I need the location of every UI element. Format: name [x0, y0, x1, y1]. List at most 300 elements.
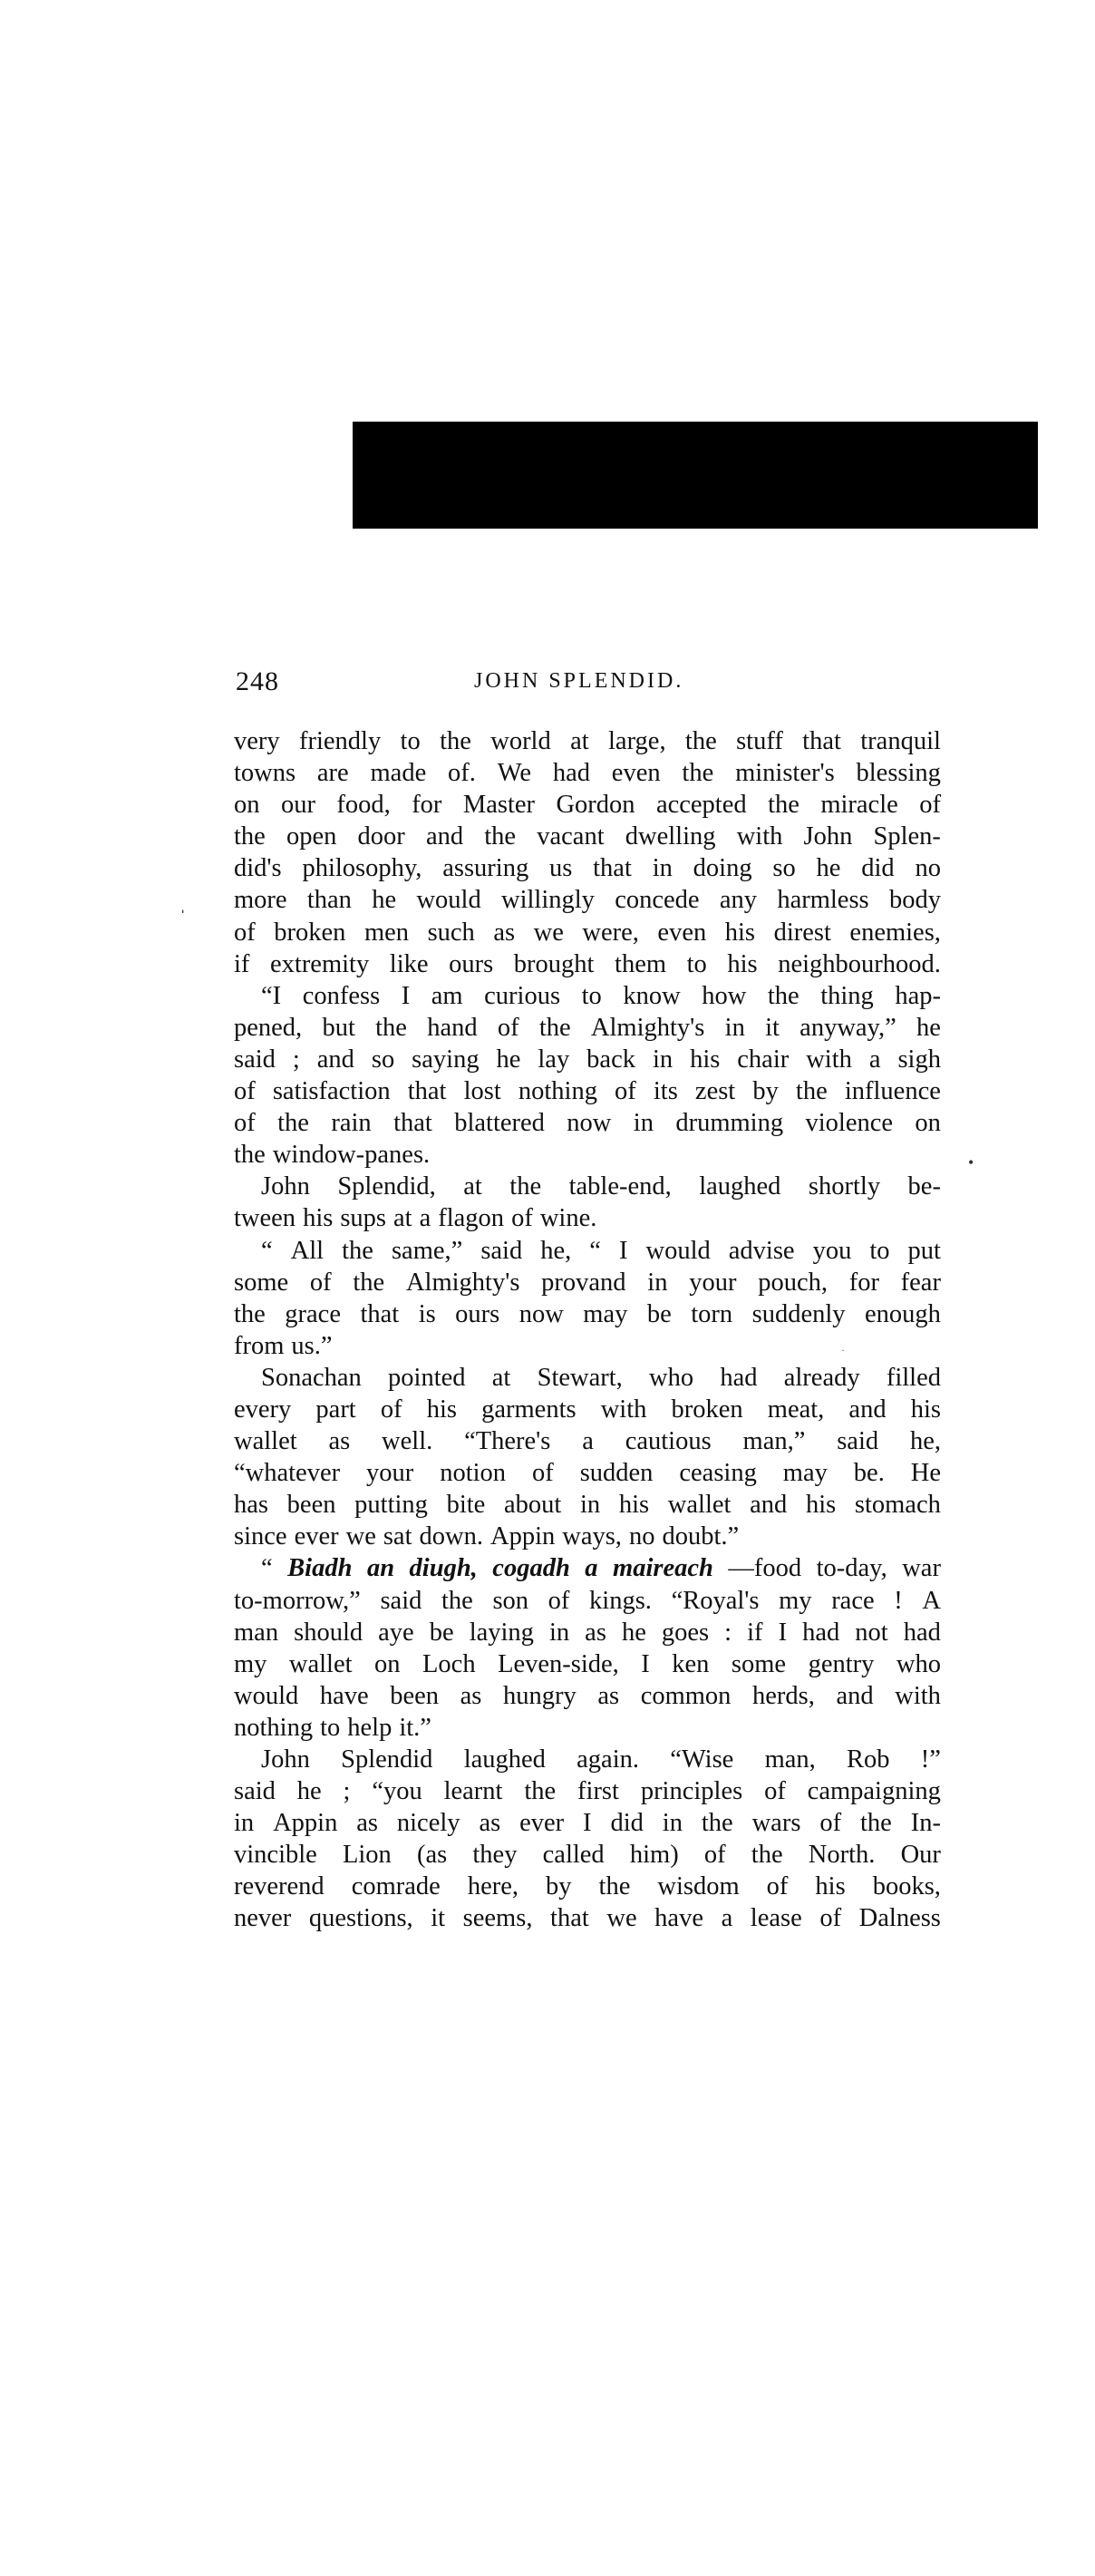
text-line — [234, 852, 941, 884]
word: the — [234, 1141, 266, 1170]
word: the — [859, 1809, 892, 1838]
word: how — [702, 981, 747, 1010]
word: the — [524, 1777, 557, 1806]
word: world — [490, 727, 551, 755]
word: common — [640, 1681, 732, 1710]
word: as — [356, 1809, 378, 1838]
word: the — [353, 1268, 385, 1297]
word: Appin — [273, 1809, 338, 1838]
word: and — [316, 1045, 354, 1074]
word: harmless — [777, 886, 869, 915]
word: and — [750, 1491, 788, 1520]
word: very — [234, 727, 280, 755]
word: even — [611, 759, 661, 788]
word: brought — [513, 949, 595, 978]
word: am — [431, 981, 463, 1010]
word: for — [412, 791, 442, 820]
word: that — [802, 727, 841, 755]
word: again. — [577, 1745, 639, 1774]
word: race — [831, 1586, 875, 1615]
word: fear — [900, 1268, 941, 1297]
word: doubt.” — [662, 1522, 740, 1551]
word: blessing — [856, 759, 941, 788]
word: have — [319, 1681, 369, 1710]
word: Gordon — [556, 791, 635, 820]
word: enough — [865, 1299, 941, 1328]
word: in — [652, 854, 673, 883]
word: as — [479, 1809, 501, 1838]
word: wisdom — [657, 1872, 740, 1901]
word: even — [657, 918, 707, 947]
word: laughed — [699, 1172, 781, 1201]
text-line — [234, 1807, 941, 1839]
word: as — [493, 918, 516, 947]
word: already — [783, 1363, 860, 1392]
word: of — [919, 791, 941, 820]
text-line — [234, 1202, 941, 1234]
word: chair — [737, 1045, 790, 1074]
word: lease — [750, 1904, 802, 1933]
word: Splendid — [341, 1745, 433, 1774]
word: a — [419, 1204, 431, 1233]
word: He — [910, 1459, 941, 1488]
word: we — [345, 1522, 376, 1551]
word: ceasing — [679, 1459, 757, 1488]
word: I — [641, 1649, 650, 1678]
word: no — [628, 1522, 655, 1551]
word: back — [586, 1045, 635, 1074]
text-line — [234, 1839, 941, 1871]
text-line — [234, 821, 941, 852]
word: of — [532, 1459, 554, 1488]
word: about — [504, 1491, 562, 1520]
word: some — [731, 1649, 787, 1678]
word: some — [234, 1268, 289, 1297]
word: flagon — [438, 1204, 505, 1233]
word: the — [701, 1809, 733, 1838]
word: at — [491, 1363, 511, 1392]
word: of — [703, 1841, 726, 1870]
word: to-day, — [816, 1554, 887, 1583]
word: that — [593, 854, 632, 883]
word: seems, — [462, 1904, 533, 1933]
word: the — [277, 1109, 309, 1138]
word: broken — [274, 918, 346, 947]
word: not — [855, 1618, 888, 1647]
word: friendly — [298, 727, 382, 755]
word: at — [463, 1172, 482, 1201]
word: such — [427, 918, 475, 947]
word: to — [400, 727, 421, 755]
word: a — [721, 1904, 733, 1933]
word: filled — [886, 1363, 941, 1392]
word: rain — [331, 1109, 372, 1138]
word: wallet — [667, 1491, 732, 1520]
word: enemies, — [849, 918, 941, 947]
word: the — [440, 727, 471, 755]
text-line — [234, 1489, 941, 1521]
word: North. — [808, 1841, 876, 1870]
word: Stewart, — [537, 1363, 623, 1392]
word: blattered — [454, 1109, 545, 1138]
text-line — [234, 1075, 941, 1107]
word: and — [425, 822, 464, 851]
word: at — [393, 1204, 412, 1233]
word: Dalness — [858, 1904, 941, 1933]
text-line — [234, 757, 941, 789]
word: of — [234, 1077, 256, 1106]
word: said — [837, 1427, 879, 1456]
word: been — [390, 1681, 440, 1710]
word: would — [234, 1681, 299, 1710]
stray-dot-mark: • — [968, 1153, 974, 1171]
word: cautious — [625, 1427, 712, 1456]
word: doing — [693, 854, 752, 883]
text-line — [234, 1680, 941, 1712]
word: the — [684, 727, 717, 755]
word: a — [582, 1427, 594, 1456]
word: the — [375, 1013, 407, 1042]
word: at — [570, 727, 589, 755]
word: the — [751, 1841, 783, 1870]
word: sigh — [897, 1045, 941, 1074]
word: with — [806, 1045, 852, 1074]
text-line — [234, 1712, 941, 1744]
word: did — [861, 854, 895, 883]
word: goes — [661, 1618, 710, 1647]
word: did's — [234, 854, 282, 883]
word: door — [357, 822, 405, 851]
word: zest — [694, 1077, 736, 1106]
word: anyway,” — [799, 1013, 896, 1042]
word: stomach — [854, 1491, 941, 1520]
word: his — [724, 918, 756, 947]
word: you — [812, 1236, 852, 1265]
word: of — [819, 1809, 842, 1838]
word: and — [836, 1681, 874, 1710]
word: put — [907, 1236, 941, 1265]
word: of — [764, 1777, 786, 1806]
word: as — [328, 1427, 351, 1456]
word: if — [234, 949, 250, 978]
word: now — [518, 1299, 564, 1328]
word: ken — [672, 1649, 710, 1678]
word: on — [915, 1109, 941, 1138]
word: ! — [894, 1586, 903, 1615]
word: man, — [764, 1745, 816, 1774]
word: A — [922, 1586, 941, 1615]
word: “ — [261, 1236, 273, 1265]
word: his — [690, 1045, 721, 1074]
word: his — [910, 1395, 941, 1424]
word: Splendid, — [337, 1172, 436, 1201]
word: the — [234, 1299, 266, 1328]
word: John — [803, 822, 853, 851]
word: his — [426, 1395, 457, 1424]
word: the — [441, 1586, 473, 1615]
word: to — [581, 981, 602, 1010]
text-line — [234, 1139, 941, 1171]
word: nothing — [518, 1077, 597, 1106]
word: be- — [907, 1172, 941, 1201]
word: campaigning — [807, 1777, 941, 1806]
word: tranquil — [860, 727, 941, 755]
word: that — [360, 1299, 400, 1328]
word: confess — [302, 981, 381, 1010]
word: to-morrow,” — [234, 1586, 361, 1615]
word: but — [322, 1013, 355, 1042]
text-line — [234, 1521, 941, 1552]
text-line — [234, 1744, 941, 1775]
word: of — [615, 1077, 636, 1106]
word: wine. — [539, 1204, 597, 1233]
word: “ — [589, 1236, 601, 1265]
text-line — [234, 1394, 941, 1425]
word: would — [645, 1236, 711, 1265]
word: Leven-side, — [498, 1649, 619, 1678]
word: is — [418, 1299, 436, 1328]
word: the — [509, 1172, 542, 1201]
word: of — [309, 1268, 332, 1297]
word: open — [286, 822, 337, 851]
redaction-block — [353, 422, 1038, 529]
word: who — [896, 1649, 941, 1678]
word: it — [765, 1013, 780, 1042]
word: as — [585, 1618, 606, 1647]
word: like — [389, 949, 429, 978]
word: be — [646, 1299, 672, 1328]
word: would — [416, 886, 481, 915]
word: John — [261, 1745, 310, 1774]
word: in — [548, 1618, 570, 1647]
word: “There's — [464, 1427, 551, 1456]
word: our — [280, 791, 315, 820]
word: I — [583, 1809, 592, 1838]
text-line — [234, 789, 941, 821]
word: were, — [582, 918, 639, 947]
word: in — [662, 1809, 683, 1838]
word: bite — [446, 1491, 486, 1520]
word: Master — [462, 791, 535, 820]
running-head — [234, 666, 941, 703]
text-line — [234, 1298, 941, 1330]
word: well. — [382, 1427, 433, 1456]
word: curious — [484, 981, 561, 1010]
word: should — [294, 1618, 363, 1647]
word: hap- — [895, 981, 941, 1010]
word: them — [615, 949, 667, 978]
word: table-end, — [568, 1172, 672, 1201]
word: ours — [449, 949, 494, 978]
word: who — [649, 1363, 694, 1392]
word: with — [895, 1681, 941, 1710]
word: We — [497, 759, 532, 788]
word: wars — [751, 1809, 801, 1838]
word: Rob — [847, 1745, 890, 1774]
word: in — [633, 1109, 654, 1138]
word: influence — [844, 1077, 941, 1106]
word: of — [548, 1586, 570, 1615]
word: he — [916, 1013, 941, 1042]
word: ; — [343, 1777, 351, 1806]
word: maireach — [613, 1554, 713, 1583]
word: down. — [419, 1522, 483, 1551]
word: neighbourhood. — [778, 949, 941, 978]
text-line — [234, 725, 941, 757]
word: sups — [340, 1204, 387, 1233]
word: with — [736, 822, 783, 851]
word: from — [234, 1331, 285, 1360]
word: pened, — [234, 1013, 303, 1042]
word: lay — [538, 1045, 570, 1074]
word: the — [795, 1077, 828, 1106]
word: as — [460, 1681, 482, 1710]
word: more — [234, 886, 287, 915]
word: the — [342, 1236, 373, 1265]
word: that — [393, 1109, 432, 1138]
word: to — [686, 949, 707, 978]
word: been — [286, 1491, 336, 1520]
word: saying — [412, 1045, 480, 1074]
word: thing — [820, 981, 874, 1010]
word: he, — [909, 1427, 941, 1456]
word: the — [598, 1872, 631, 1901]
word: same,” — [391, 1236, 463, 1265]
word: may — [583, 1299, 628, 1328]
word: window-panes. — [272, 1141, 431, 1170]
word: suddenly — [751, 1299, 846, 1328]
word: he — [621, 1618, 646, 1647]
word: he — [296, 1777, 322, 1806]
word: man,” — [742, 1427, 806, 1456]
word: Biadh — [287, 1554, 353, 1583]
word: sudden — [579, 1459, 654, 1488]
text-line — [234, 1235, 941, 1267]
word: had — [802, 1618, 840, 1647]
word: garments — [481, 1395, 577, 1424]
word: advise — [728, 1236, 795, 1265]
text-line — [234, 1617, 941, 1648]
body-text — [234, 725, 941, 1935]
word: stuff — [736, 727, 783, 755]
word: learnt — [443, 1777, 503, 1806]
word: !” — [920, 1745, 941, 1774]
word: of. — [448, 759, 476, 788]
word: broken — [671, 1395, 743, 1424]
word: here, — [467, 1872, 518, 1901]
word: shortly — [808, 1172, 881, 1201]
word: comrade — [351, 1872, 441, 1901]
text-line — [234, 1044, 941, 1075]
word: his — [618, 1491, 650, 1520]
word: drumming — [675, 1109, 784, 1138]
text-line — [234, 1775, 941, 1807]
word: ; — [292, 1045, 300, 1074]
word: “ — [261, 1554, 273, 1583]
word: him) — [629, 1841, 679, 1870]
word: hungry — [503, 1681, 577, 1710]
word: Splen- — [873, 822, 941, 851]
word: with — [600, 1395, 647, 1424]
word: in — [652, 1045, 673, 1074]
word: violence — [805, 1109, 894, 1138]
word: tween — [234, 1204, 296, 1233]
word: said — [480, 1236, 523, 1265]
word: had — [903, 1618, 941, 1647]
text-line — [234, 1871, 941, 1902]
word: laughed — [463, 1745, 546, 1774]
word: Loch — [422, 1649, 476, 1678]
word: so — [772, 854, 796, 883]
word: in — [647, 1268, 668, 1297]
word: every — [234, 1395, 292, 1424]
word: the — [234, 822, 266, 851]
word: —food — [728, 1554, 802, 1583]
word: miracle — [820, 791, 898, 820]
word: no — [915, 854, 941, 883]
word: by — [546, 1872, 572, 1901]
word: a — [868, 1045, 881, 1074]
word: aye — [378, 1618, 414, 1647]
word: the — [538, 1013, 571, 1042]
word: Our — [900, 1841, 941, 1870]
word: ours — [455, 1299, 500, 1328]
page-number: 248 — [236, 666, 279, 696]
word: “Royal's — [671, 1586, 760, 1615]
word: putting — [354, 1491, 428, 1520]
word: the — [682, 759, 714, 788]
word: vincible — [234, 1841, 317, 1870]
word: your — [689, 1268, 737, 1297]
word: of — [766, 1872, 789, 1901]
word: notion — [440, 1459, 507, 1488]
word: In- — [910, 1809, 941, 1838]
text-line — [234, 1902, 941, 1934]
word: my — [779, 1586, 812, 1615]
word: “Wise — [670, 1745, 734, 1774]
word: pouch, — [758, 1268, 828, 1297]
word: kings. — [589, 1586, 652, 1615]
word: Almighty's — [590, 1013, 705, 1042]
stray-dot-mark: · — [841, 1344, 845, 1356]
word: “you — [372, 1777, 422, 1806]
text-line — [234, 1648, 941, 1680]
word: for — [848, 1268, 879, 1297]
word: part — [315, 1395, 356, 1424]
word: reverend — [234, 1872, 325, 1901]
word: diugh, — [409, 1554, 478, 1583]
word: his — [727, 949, 758, 978]
word: ever — [294, 1522, 339, 1551]
word: than — [306, 886, 352, 915]
word: we — [606, 1904, 637, 1933]
word: satisfaction — [272, 1077, 391, 1106]
text-line — [234, 1171, 941, 1202]
text-line — [234, 1267, 941, 1298]
text-line — [234, 980, 941, 1012]
word: Almighty's — [405, 1268, 520, 1297]
word: the — [484, 822, 517, 851]
word: it — [431, 1904, 446, 1933]
text-line — [234, 1585, 941, 1617]
word: I — [401, 981, 411, 1010]
word: so — [371, 1045, 395, 1074]
word: son — [492, 1586, 529, 1615]
word: grace — [285, 1299, 341, 1328]
word: herds, — [752, 1681, 815, 1710]
word: vacant — [537, 822, 605, 851]
word: lost — [463, 1077, 501, 1106]
